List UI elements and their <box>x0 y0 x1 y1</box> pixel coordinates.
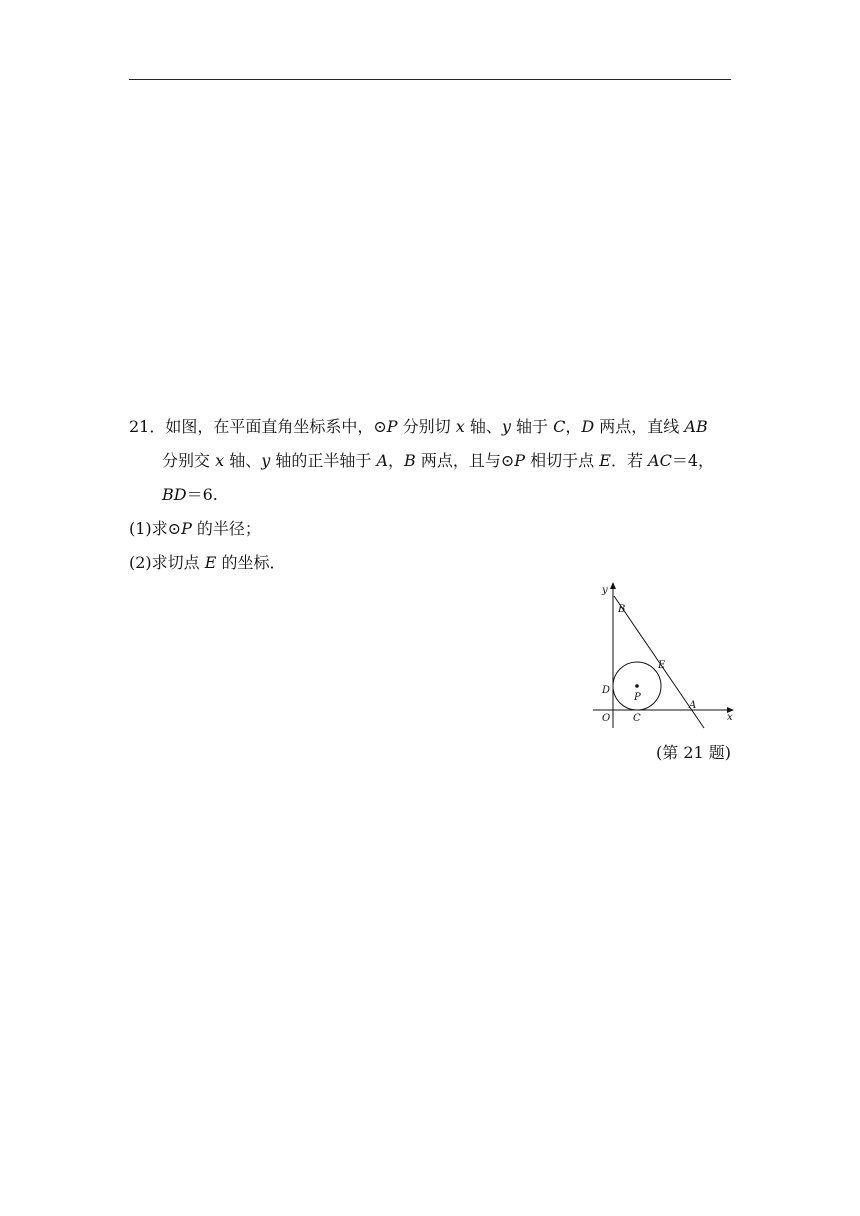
label-a: A <box>689 700 697 711</box>
figure-svg <box>588 578 738 734</box>
problem-line-1: 21．如图，在平面直角坐标系中，⊙P 分别切 x 轴、y 轴于 C，D 两点，直线 AB <box>129 417 708 436</box>
label-e: E <box>658 660 666 671</box>
label-p: P <box>634 692 641 703</box>
label-b: B <box>618 604 626 615</box>
label-c: C <box>633 713 641 724</box>
problem-part-2: (2)求切点 E 的坐标． <box>129 553 286 572</box>
problem-line-2: 分别交 x 轴、y 轴的正半轴于 A，B 两点，且与⊙P 相切于点 E．若 AC＝4， <box>162 451 715 470</box>
figure-caption: (第 21 题) <box>656 743 732 762</box>
label-d: D <box>602 685 611 696</box>
center-p-dot <box>635 684 639 688</box>
label-y: y <box>602 585 608 596</box>
problem-21 <box>129 410 733 580</box>
problem-part-1: (1)求⊙P 的半径； <box>129 519 261 538</box>
header-rule <box>129 79 731 80</box>
label-o: O <box>602 713 611 724</box>
problem-line-3: BD＝6. <box>162 485 218 504</box>
label-x: x <box>727 712 733 723</box>
geometry-figure <box>588 578 738 734</box>
problem-number: 21． <box>129 417 166 436</box>
y-axis-arrow <box>610 582 616 589</box>
